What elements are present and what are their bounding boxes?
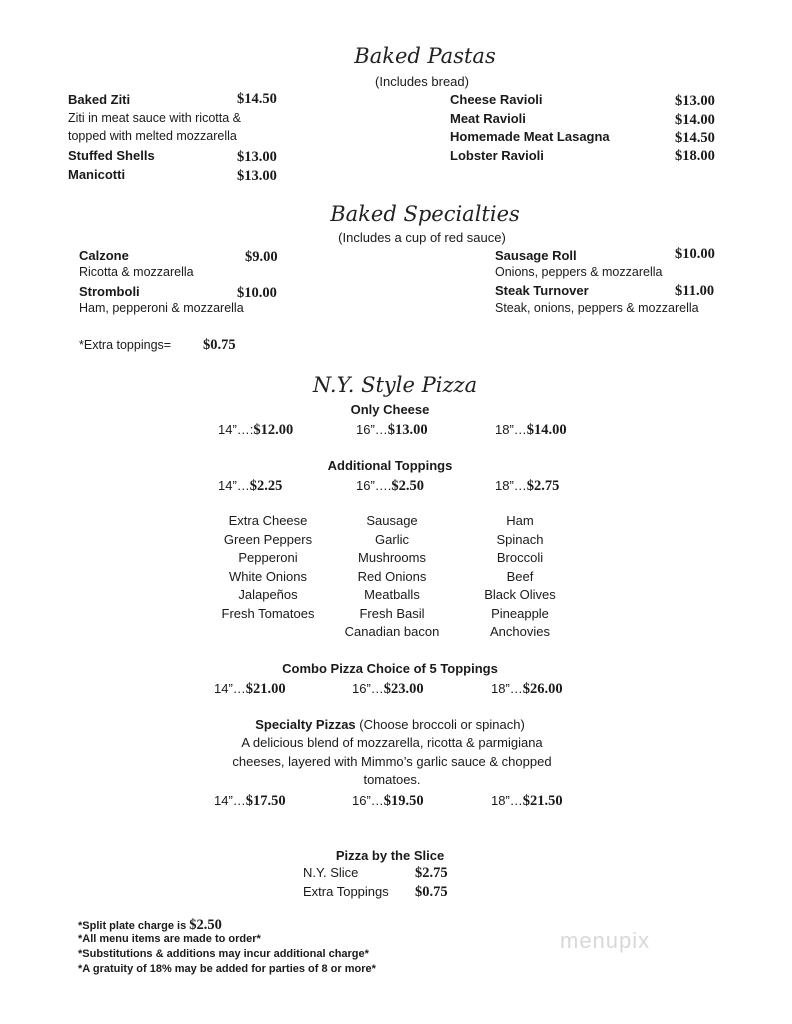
topping-item: Green Peppers [223,531,313,547]
item-price: $13.00 [675,93,715,109]
price: $17.50 [245,793,286,809]
specialty-desc: cheeses, layered with Mimmo’s garlic sauce & chopped [232,754,552,769]
item-desc: topped with melted mozzarella [68,129,237,143]
size-label: 18”… [491,793,523,808]
price: $23.00 [383,681,424,697]
footer-note: *All menu items are made to order* [78,933,261,945]
size-price [495,422,567,438]
topping-item: Garlic [375,531,409,547]
topping-item: Beef [506,568,534,584]
size-price [356,478,424,494]
item-name: Lobster Ravioli [450,148,544,163]
item-price: $14.50 [675,130,715,146]
topping-item: White Onions [228,568,308,584]
item-desc: Steak, onions, peppers & mozzarella [495,301,699,315]
item-price: $10.00 [237,285,277,301]
item-name: Baked Ziti [68,92,131,107]
size-label: 16”… [352,793,384,808]
size-label: 18”… [495,422,527,437]
size-label: 14”… [218,478,250,493]
topping-item: Red Onions [357,568,427,584]
item-desc: Ziti in meat sauce with ricotta & [68,111,241,125]
specialty-note: (Choose broccoli or spinach) [359,717,525,732]
subsection-title: Combo Pizza Choice of 5 Toppings [282,661,498,676]
subsection-title: Specialty Pizzas [255,717,356,732]
split-price: $2.50 [189,917,222,933]
size-price [491,681,563,697]
topping-item: Spinach [496,531,544,547]
specialty-desc: A delicious blend of mozzarella, ricotta & parmigiana [241,735,543,750]
price: $13.00 [387,422,428,438]
topping-item: Mushrooms [358,550,426,565]
item-name: Calzone [79,248,129,263]
topping-item: Fresh Tomatoes [221,605,315,621]
price: $21.50 [522,793,563,809]
price: $2.25 [249,478,283,494]
section-title-ny-pizza: N.Y. Style Pizza [312,373,478,397]
slice-name: Extra Toppings [303,884,389,899]
size-label: 16”… [356,422,388,437]
size-label: 16”… [352,681,384,696]
item-name: Cheese Ravioli [450,92,543,107]
slice-price: $2.75 [415,865,448,881]
section-title-baked-specialties: Baked Specialties [330,202,520,226]
item-name: Stromboli [79,284,140,299]
size-price [352,793,424,809]
split-plate-note [78,918,222,933]
item-price: $14.50 [237,91,277,107]
price: $12.00 [253,422,294,438]
topping-item: Anchovies [490,624,550,639]
footer-note: *A gratuity of 18% may be added for parties of 8 or more* [78,963,376,975]
price: $2.50 [391,478,425,494]
section-subtitle: (Includes bread) [375,74,469,89]
size-label: 18”… [495,478,527,493]
price: $19.50 [383,793,424,809]
slice-name: N.Y. Slice [303,865,359,880]
topping-item: Fresh Basil [359,605,425,621]
slice-price: $0.75 [415,884,448,900]
section-title-baked-pastas: Baked Pastas [354,44,496,68]
topping-item: Extra Cheese [228,513,308,528]
price: $14.00 [526,422,567,438]
item-price: $18.00 [675,148,715,164]
price: $21.00 [245,681,286,697]
topping-item: Black Olives [484,587,556,602]
extra-toppings-label: *Extra toppings= [79,338,172,352]
item-price: $14.00 [675,112,715,128]
topping-item: Ham [506,513,534,528]
subsection-title: Pizza by the Slice [335,848,445,863]
size-price [218,422,293,438]
item-name: Steak Turnover [495,283,589,298]
size-label: 18”… [491,681,523,696]
specialty-title-line [255,718,525,731]
topping-item: Broccoli [496,550,544,565]
item-price: $10.00 [675,246,715,262]
size-label: 14”… [214,681,246,696]
size-label: 16”…. [356,478,392,493]
item-price: $13.00 [237,168,277,184]
split-label: *Split plate charge is [78,920,187,932]
price: $2.75 [526,478,560,494]
footer-note: *Substitutions & additions may incur additional charge* [78,948,369,960]
item-price: $13.00 [237,149,277,165]
size-price [352,681,424,697]
topping-item: Meatballs [364,587,420,602]
subsection-title: Additional Toppings [327,458,453,473]
size-price [356,422,428,438]
extra-toppings-price: $0.75 [203,337,236,353]
item-desc: Onions, peppers & mozzarella [495,265,663,279]
item-name: Manicotti [68,167,126,182]
item-desc: Ham, pepperoni & mozzarella [79,301,244,315]
item-name: Meat Ravioli [450,111,526,126]
specialty-desc: tomatoes. [363,772,421,787]
topping-item: Sausage [366,513,418,528]
topping-item: Pineapple [491,605,549,621]
item-name: Homemade Meat Lasagna [450,129,610,144]
item-desc: Ricotta & mozzarella [79,265,194,279]
topping-item: Jalapeños [238,587,298,602]
watermark-logo: menupix [560,928,651,953]
subsection-title: Only Cheese [350,402,430,417]
item-price: $11.00 [675,283,715,299]
topping-item: Pepperoni [238,550,298,565]
item-name: Stuffed Shells [68,148,155,163]
section-subtitle: (Includes a cup of red sauce) [338,230,506,245]
price: $26.00 [522,681,563,697]
item-name: Sausage Roll [495,248,577,263]
size-price [495,478,559,494]
size-label: 14”…: [218,422,254,437]
size-price [491,793,563,809]
topping-item: Canadian bacon [344,624,440,639]
item-price: $9.00 [245,249,278,265]
size-price [214,793,286,809]
size-price [214,681,286,697]
size-label: 14”… [214,793,246,808]
size-price [218,478,282,494]
